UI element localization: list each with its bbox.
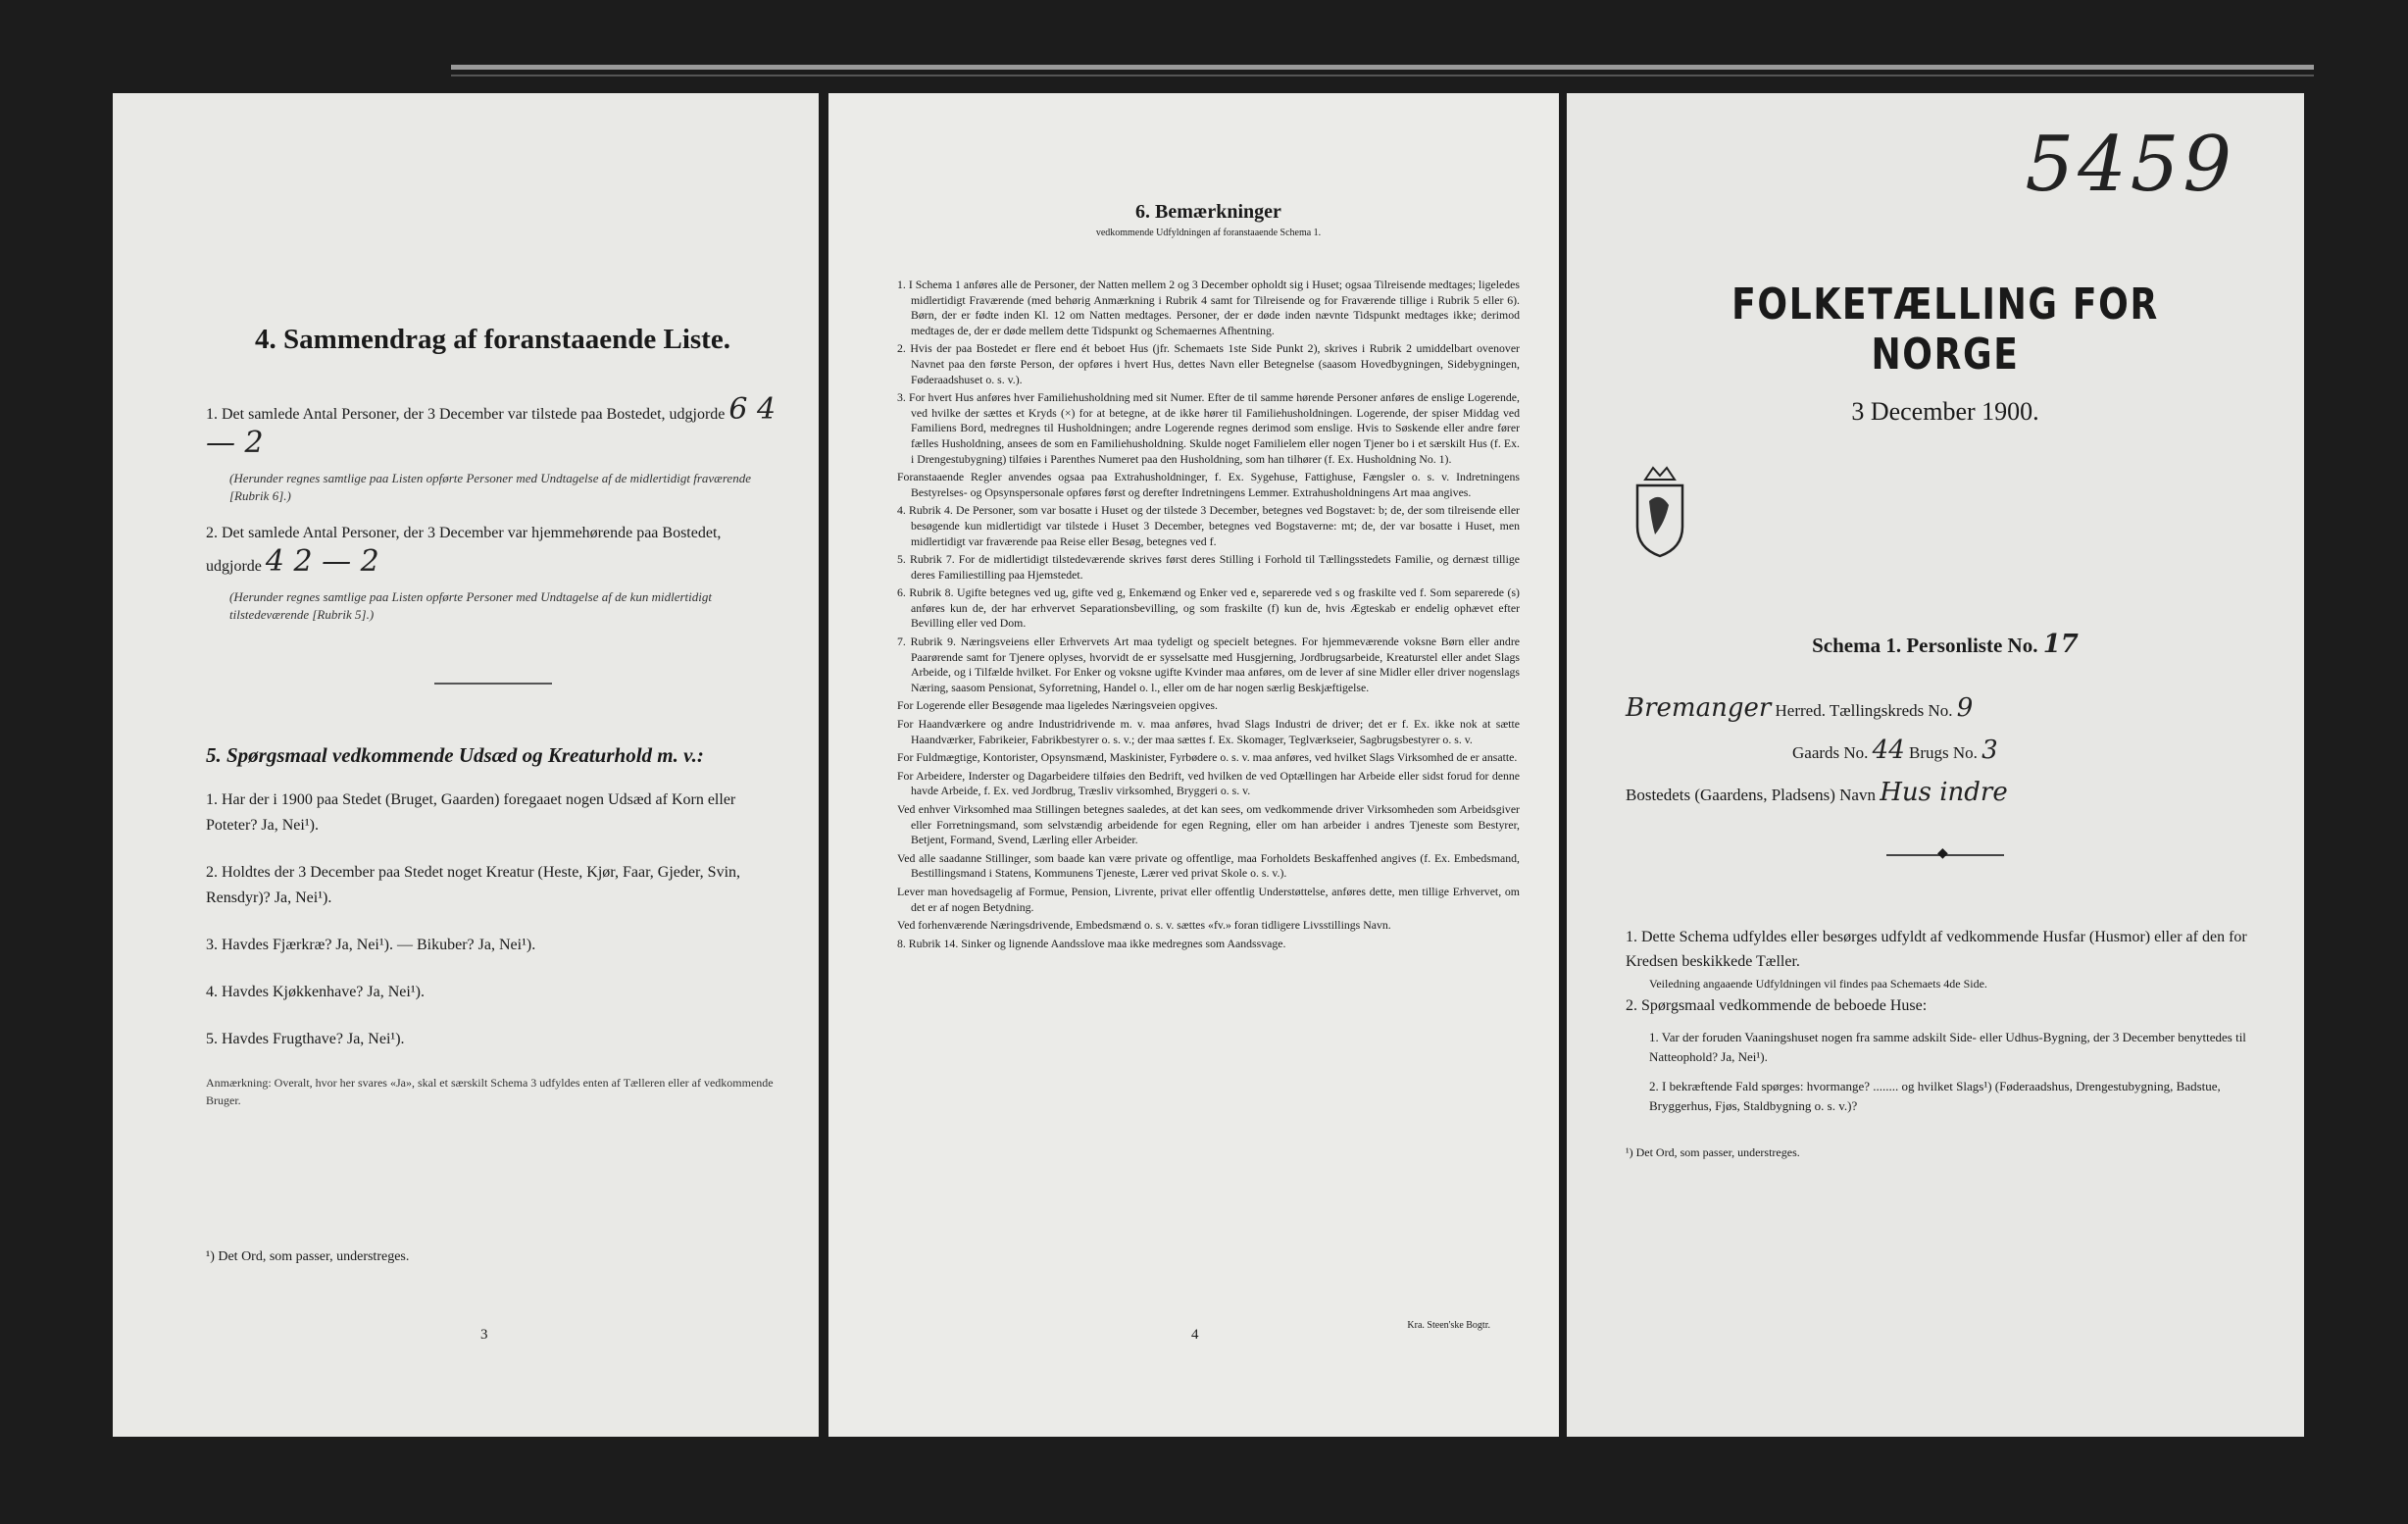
question-1: 1. Har der i 1900 paa Stedet (Bruget, Gaarden) foregaaet nogen Udsæd af Korn eller Poteter? Ja, Nei¹). — [206, 791, 736, 834]
gaards-number: 44 — [1872, 736, 1905, 765]
rule-7f: Ved enhver Virksomhed maa Stillingen betegnes saaledes, at det kan sees, om vedkommende driver Virksomheden som Arbeidsgiver eller Forretningsmand, som selvstændig arbeidende for egen Regning, eller om han arbeider i andres Tjeneste som Bestyrer, Betjent, Formand, Svend, Lærling eller Arbeider. — [897, 802, 1520, 847]
printer-mark: Kra. Steen'ske Bogtr. — [1407, 1320, 1490, 1331]
remarks-title: 6. Bemærkninger — [1135, 201, 1281, 223]
question-2: 2. Holdtes der 3 December paa Stedet noget Kreatur (Heste, Kjør, Faar, Gjeder, Svin, Rensdyr)? Ja, Nei¹). — [206, 864, 741, 906]
right-page — [1567, 93, 2304, 1437]
remarks-list — [897, 278, 1520, 951]
herred-name: Bremanger — [1626, 693, 1772, 723]
question-3: 3. Havdes Fjærkræ? Ja, Nei¹). — Bikuber? Ja, Nei¹). — [206, 937, 536, 953]
rule-7: 7. Rubrik 9. Næringsveiens eller Erhvervets Art maa tydeligt og specielt betegnes. For hjemmeværende voksne Børn eller andre Paarørende samt for Tjenere oplyses, hvorvidt de er sysselsatte med Husgjerning, Jordbrugsarbeide, Kreaturstel eller andet Slags Arbeide, og i Tilfælde hvilket. For Enker og voksne ugifte Kvinder maa anføres, om de lever af sine Midler eller driver nogenslags Næring, saasom Pensionat, Syforretning, Handel o. l., eller om de har nogen særlig Beskjæftigelse. — [897, 635, 1520, 694]
left-page — [113, 93, 819, 1437]
question-4: 4. Havdes Kjøkkenhave? Ja, Nei¹). — [206, 984, 425, 1000]
rule-7h: Lever man hovedsagelig af Formue, Pension, Livrente, privat eller offentlig Understøttelse, anføres dette, men tillige Erhvervet, om det er af nogen Betydning. — [897, 884, 1520, 914]
instruction-2: 2. Spørgsmaal vedkommende de beboede Huse: — [1626, 997, 1928, 1014]
section-5-title: 5. Spørgsmaal vedkommende Udsæd og Kreaturhold m. v.: — [206, 743, 704, 767]
instruction-1-note: Veiledning angaaende Udfyldningen vil findes paa Schemaets 4de Side. — [1649, 977, 1987, 991]
rule-3: 3. For hvert Hus anføres hver Familiehusholdning med sit Numer. Efter de til samme hørende Personer anføres de enslige Logerende, ved hvilke der sættes et Kryds (×) for at betegne, at de ikke hører til Familiehusholdningen. Logerende, der spiser Middag ved Familiens Bord, medregnes til Husholdningen; andre Logerende regnes derimod som enslige. Hvis to Søskende eller andre fører fælles Husholdning, ansees de som en Familiehusholdning. Skulde noget Familielem eller nogen Tjener bo i et særskilt Hus (f. Ex. i Drengestubygning) tilføies i Parenthes Numeret paa den Husholdning, som han tilhører (f. Ex. Husholdning No. 1). — [897, 390, 1520, 466]
bosted-name: Hus indre — [1880, 778, 2008, 807]
page-number-4: 4 — [1191, 1327, 1199, 1343]
rule-7b: For Logerende eller Besøgende maa ligeledes Næringsveien opgives. — [897, 698, 1218, 713]
instruction-2-2: 2. I bekræftende Fald spørges: hvormange? ........ og hvilket Slags¹) (Føderaadshus, Drengestubygning, Badstue, Bryggerhus, Fjøs, Staldbygning o. s. v.)? — [1649, 1079, 2221, 1113]
top-rule-thin — [451, 75, 2314, 76]
section-4-title: 4. Sammendrag af foranstaaende Liste. — [255, 324, 730, 355]
coat-of-arms-icon — [1626, 462, 1694, 560]
footnote-right: ¹) Det Ord, som passer, understreges. — [1626, 1145, 1800, 1159]
remark: Anmærkning: Overalt, hvor her svares «Ja», skal et særskilt Schema 3 udfyldes enten af Tælleren eller af vedkommende Bruger. — [206, 1076, 774, 1107]
census-title: FOLKETÆLLING FOR NORGE — [1731, 279, 2159, 380]
rule-7d: For Fuldmægtige, Kontorister, Opsynsmænd, Maskinister, Fyrbødere o. s. v. maa anføres, ved hvilket Slags Virksomhed de er ansatte. — [897, 750, 1518, 765]
rule-7g: Ved alle saadanne Stillinger, som baade kan være private og offentlige, maa Forholdets Beskaffenhed angives (f. Ex. Embedsmand, Bestillingsmand i Statens, Kommunens Tjeneste, Lærer ved privat Skole o. s. v.). — [897, 850, 1520, 881]
gaard-line: Gaards No. 44 Brugs No. 3 — [1792, 736, 1998, 765]
schema-line: Schema 1. Personliste No. 17 — [1812, 630, 2079, 659]
instruction-2-1: 1. Var der foruden Vaaningshuset nogen fra samme adskilt Side- eller Udhus-Bygning, der 3 December benyttedes til Natteophold? Ja, Nei¹). — [1649, 1030, 2246, 1064]
census-date: 3 December 1900. — [1851, 397, 2039, 426]
handwritten-count-1: 6 4 — 2 — [206, 392, 777, 460]
summary-item-2: 2. Det samlede Antal Personer, der 3 December var hjemmehørende paa Bostedet, udgjorde 4 2 — 2 — [206, 525, 722, 579]
page-number-3: 3 — [480, 1327, 488, 1343]
rule-7i: Ved forhenværende Næringsdrivende, Embedsmænd o. s. v. sættes «fv.» foran tidligere Livsstillings Navn. — [897, 918, 1391, 933]
rule-3b: Foranstaaende Regler anvendes ogsaa paa Extrahusholdninger, f. Ex. Sygehuse, Fattighuse, Fængsler o. s. v. Indretningens Bestyrelses- og Opsynspersonale opføres først og derefter Indretningens Lemmer. Extrahusholdningens Art maa angives. — [897, 470, 1520, 499]
handwritten-count-2: 4 2 — 2 — [265, 544, 379, 579]
rule-4: 4. Rubrik 4. De Personer, som var bosatte i Huset og der tilstede 3 December, betegnes ved Bogstavet: b; de, der som tilreisende eller besøgende kun midlertidigt var tilstede i Huset 3 December, betegnes ved Bogstaverne: mt; de, der var bosatte i Huset, men midlertidigt var fraværende paa Reise eller Besøg, betegnes ved f. — [897, 503, 1520, 548]
footnote-left: ¹) Det Ord, som passer, understreges. — [206, 1249, 410, 1264]
rule-7e: For Arbeidere, Inderster og Dagarbeidere tilføies den Bedrift, ved hvilken de ved Optællingen har Arbeide eller sidst forud for denne havde Arbeide, f. Ex. ved Jordbrug, Træsliv virksomhed, Bryggeri o. s. v. — [897, 768, 1520, 798]
rule-6: 6. Rubrik 8. Ugifte betegnes ved ug, gifte ved g, Enkemænd og Enker ved e, separerede ved s og fraskilte ved f. Som separerede (s) anføres kun de, der har erhvervet Separationsbevilling, og som fraskilte (f) kun de, hvis Ægteskab er endelig ophævet efter Bevilling eller ved Dom. — [897, 585, 1520, 631]
divider — [434, 683, 552, 685]
rule-2: 2. Hvis der paa Bostedet er flere end ét beboet Hus (jfr. Schemaets 1ste Side Punkt 2), skrives i Rubrik 2 umiddelbart ovenover Navnet paa den første Person, der opføres i hvert Hus, dettes Navn eller Betegnelse (saasom Hovedbygningen, Sidebygningen, Føderaadshuset o. s. v.). — [897, 341, 1520, 386]
summary-note-1: (Herunder regnes samtlige paa Listen opførte Personer med Undtagelse af de midlertidigt fraværende [Rubrik 6].) — [229, 471, 751, 503]
summary-note-2: (Herunder regnes samtlige paa Listen opførte Personer med Undtagelse af de kun midlertidigt tilstedeværende [Rubrik 5].) — [229, 589, 713, 622]
brugs-number: 3 — [1982, 736, 1998, 765]
top-rule — [451, 65, 2314, 70]
remarks-subtitle: vedkommende Udfyldningen af foranstaaende Schema 1. — [1095, 228, 1322, 238]
question-5: 5. Havdes Frugthave? Ja, Nei¹). — [206, 1031, 405, 1047]
rule-8: 8. Rubrik 14. Sinker og lignende Aandsslove maa ikke medregnes som Aandssvage. — [897, 936, 1286, 950]
instruction-1: 1. Dette Schema udfyldes eller besørges udfyldt af vedkommende Husfar (Husmor) eller af den for Kredsen beskikkede Tæller. — [1626, 929, 2247, 970]
person-list-number: 17 — [2042, 630, 2079, 659]
bosted-line: Bostedets (Gaardens, Pladsens) Navn Hus indre — [1626, 778, 2008, 807]
rule-1: 1. I Schema 1 anføres alle de Personer, der Natten mellem 2 og 3 December opholdt sig i Huset; ogsaa Tilreisende medtages; ligeledes midlertidigt Fraværende (med behørig Anmærkning i Rubrik 4 samt for Tilreisende og for Fraværende tillige i Rubrik 5 eller 6). Børn, der er fødte inden Kl. 12 om Natten medtages. Personer, der er døde inden nævnte Tidspunkt medtages ikke; derimod medtages de, der er døde mellem dette Tidspunkt og Schemaernes Afhentning. — [897, 278, 1520, 337]
rule-7c: For Haandværkere og andre Industridrivende m. v. maa anføres, hvad Slags Industri de driver; det er f. Ex. ikke nok at sætte Haandværker, Fabrikeier, Fabrikbestyrer o. s. v.; der maa sættes f. Ex. Skomager, Teglværkseier, Sagbrugsbestyrer o. s. v. — [897, 717, 1520, 746]
rule-5: 5. Rubrik 7. For de midlertidigt tilstedeværende skrives først deres Stilling i Forhold til Tællingsstedets Familie, og dernæst tillige deres Familiestilling paa Hjemstedet. — [897, 552, 1520, 582]
kreds-number: 9 — [1956, 693, 1974, 723]
herred-line: Bremanger Herred. Tællingskreds No. 9 — [1626, 693, 1974, 723]
middle-page — [828, 93, 1559, 1437]
archive-number: 5459 — [2025, 121, 2235, 209]
summary-item-1: 1. Det samlede Antal Personer, der 3 December var tilstede paa Bostedet, udgjorde 6 4 — 2 — [206, 392, 777, 460]
ornament — [1886, 854, 2004, 856]
